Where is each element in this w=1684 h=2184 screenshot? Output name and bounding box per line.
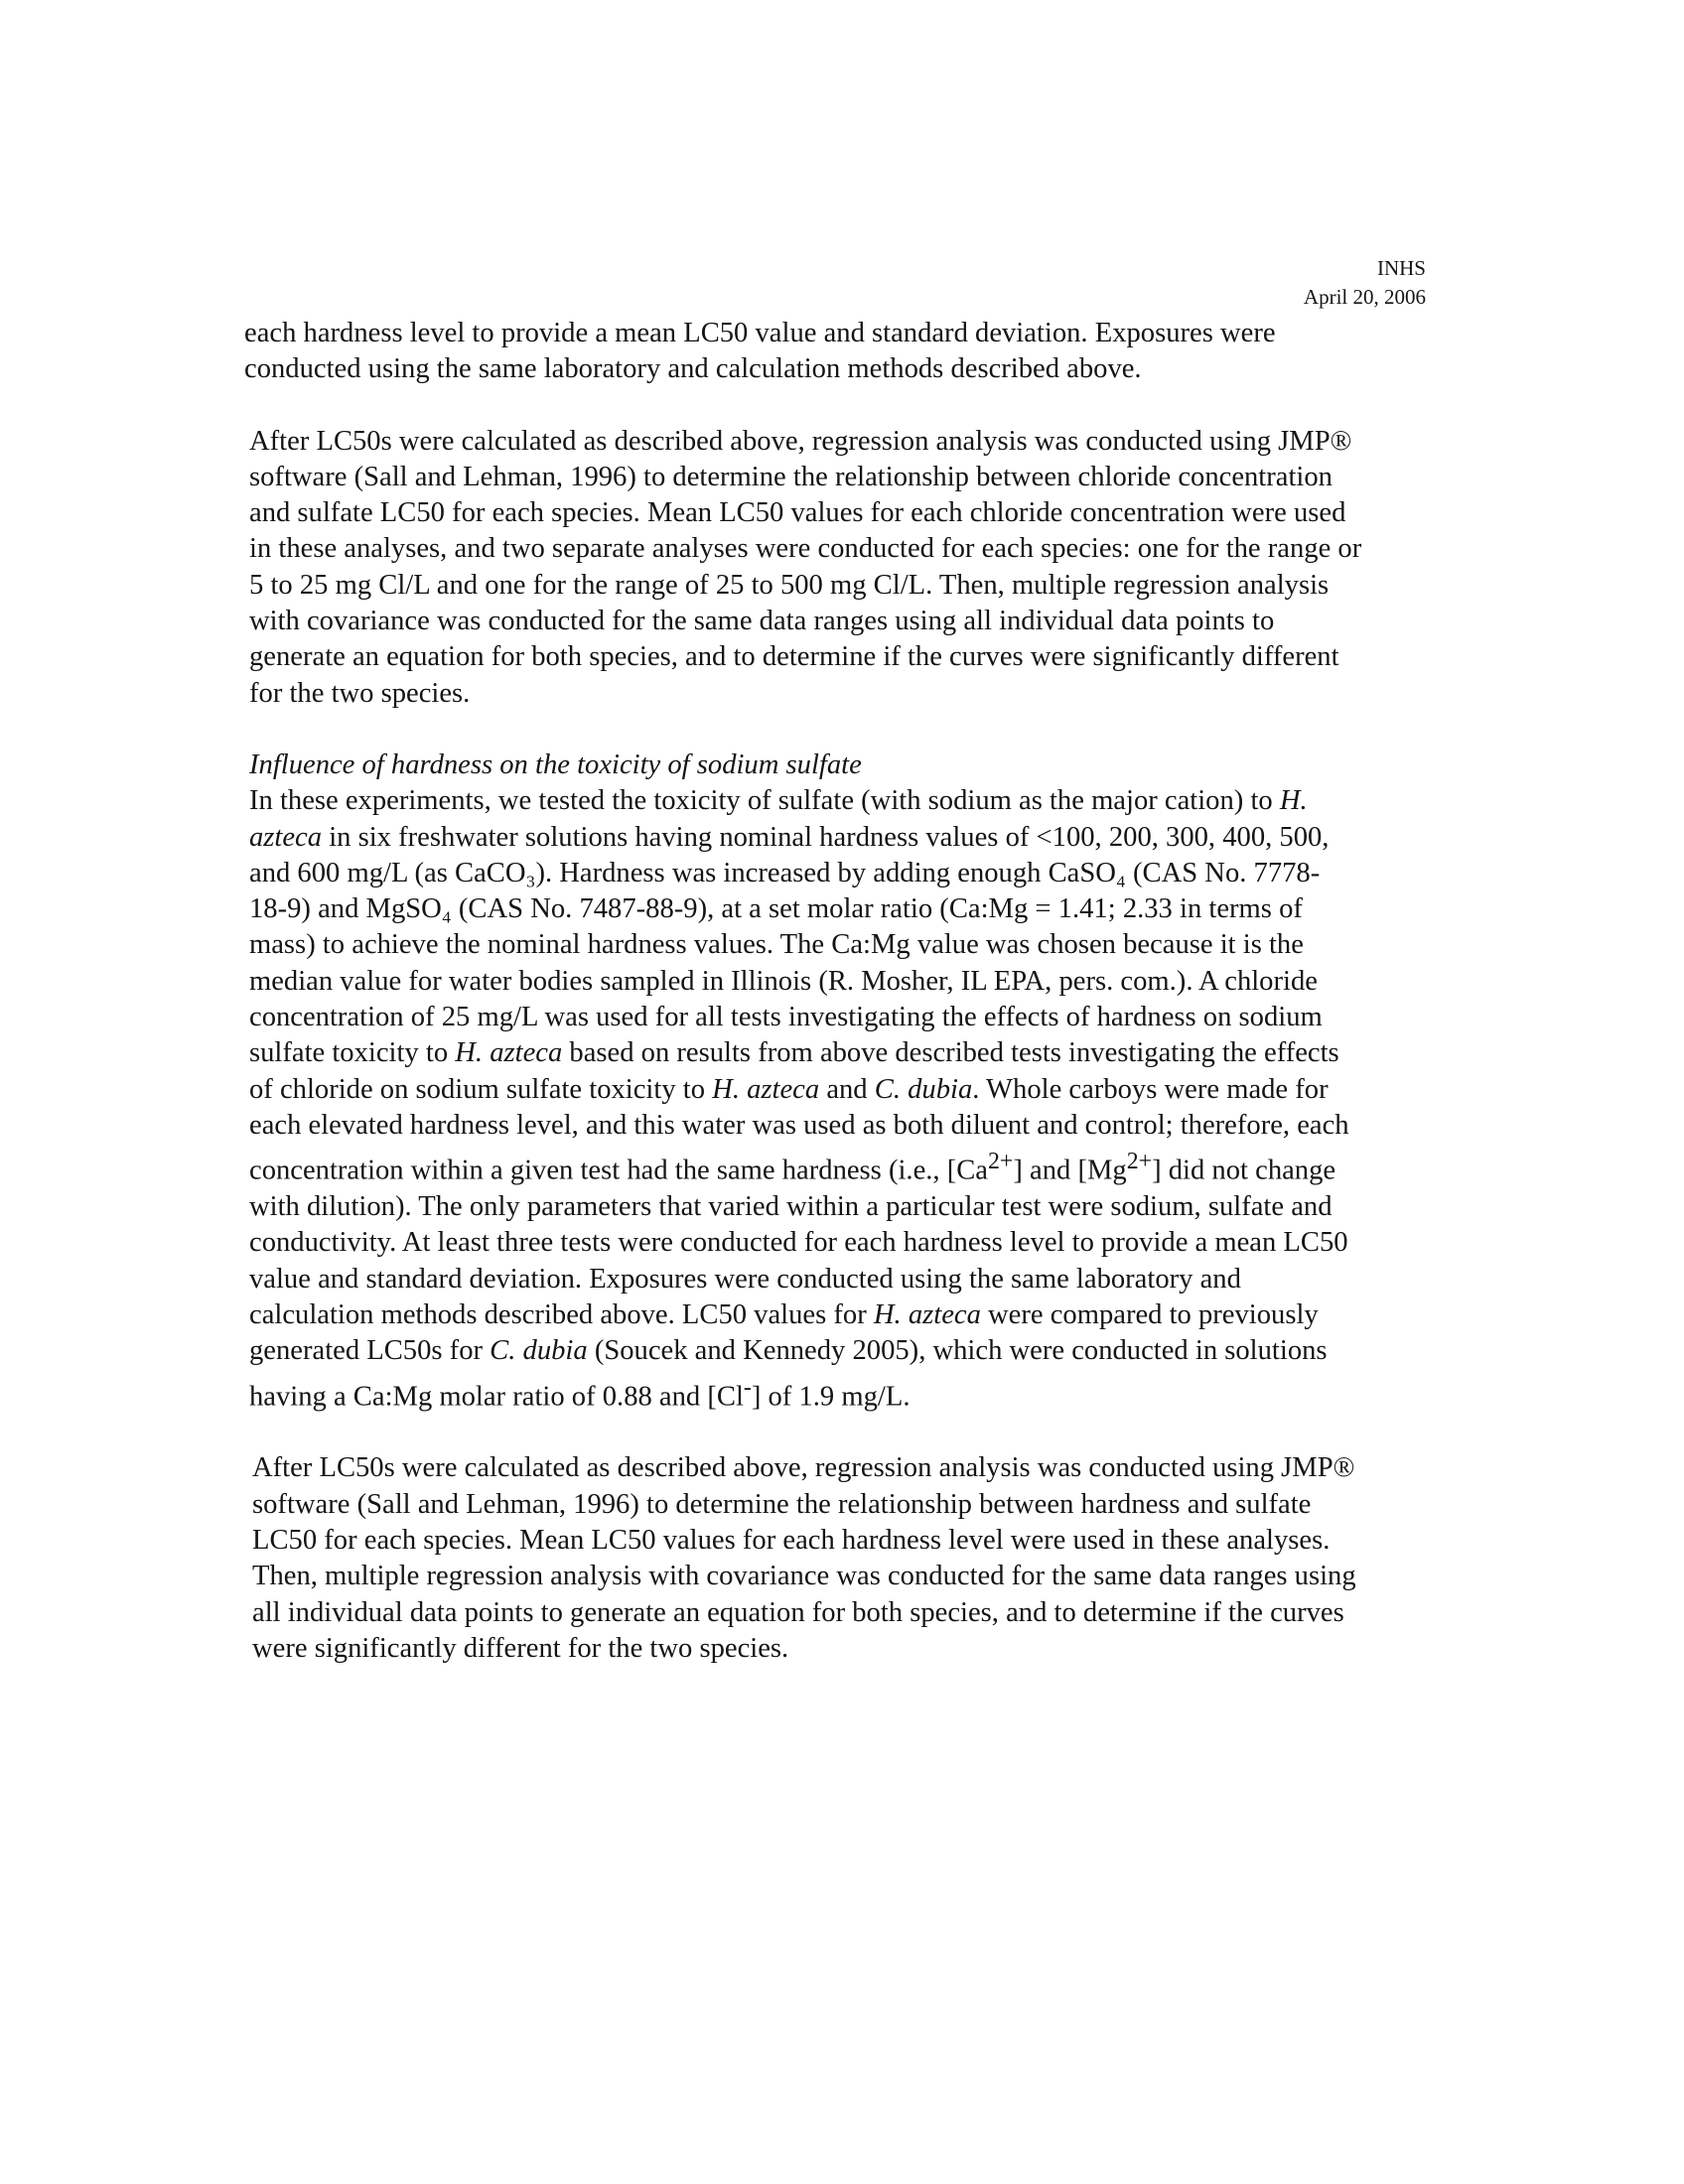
superscript: 2+ — [988, 1149, 1014, 1175]
text-line: for the two species. — [249, 677, 471, 709]
text-line: and sulfate LC50 for each species. Mean LC50 values for each chloride concentration were used — [249, 497, 1346, 529]
header-org: INHS — [1376, 256, 1426, 280]
text-line: concentration of 25 mg/L was used for all tests investigating the effects of hardness on sodium — [249, 1002, 1323, 1033]
text-line: 18-9) and MgSO₄ (CAS No. 7487-88-9), at a set molar ratio (Ca:Mg = 1.41; 2.33 in terms of — [249, 893, 1303, 925]
species-name: H. azteca — [455, 1037, 563, 1069]
text-line: each hardness level to provide a mean LC50 value and standard deviation. Exposures were — [244, 318, 1276, 348]
superscript: 2+ — [1126, 1149, 1153, 1175]
text-run: . Whole carboys were made for — [972, 1073, 1329, 1105]
page-header — [1304, 254, 1426, 312]
text-line: all individual data points to generate an equation for both species, and to determine if the curves — [252, 1596, 1344, 1628]
text-line: in these analyses, and two separate analyses were conducted for each species: one for the range or — [249, 533, 1362, 565]
text-run: In these experiments, we tested the toxicity of sulfate (with sodium as the major cation) to — [249, 785, 1280, 817]
species-name: H. azteca — [873, 1298, 981, 1330]
species-name: H. azteca — [712, 1073, 820, 1105]
text-line: Then, multiple regression analysis with covariance was conducted for the same data ranges using — [252, 1561, 1356, 1592]
text-run: (Soucek and Kennedy 2005), which were conducted in solutions — [587, 1335, 1328, 1367]
text-run: and — [819, 1073, 875, 1105]
text-line — [249, 1035, 1446, 1071]
species-name: H. — [1279, 785, 1308, 817]
text-line — [249, 1144, 1446, 1189]
text-line: were significantly different for the two species. — [252, 1632, 789, 1664]
species-name: C. dubia — [490, 1335, 588, 1367]
paragraph-gap — [244, 388, 1446, 424]
text-run: calculation methods described above. LC50 values for — [249, 1298, 874, 1330]
text-line — [249, 783, 1446, 819]
text-line: value and standard deviation. Exposures were conducted using the same laboratory and — [249, 1263, 1241, 1295]
text-line: After LC50s were calculated as described above, regression analysis was conducted using JMP® — [249, 425, 1352, 457]
text-line — [249, 1333, 1446, 1369]
text-line — [249, 820, 1446, 856]
text-line — [249, 1297, 1446, 1333]
paragraph-4 — [244, 1450, 1446, 1667]
text-line: with dilution). The only parameters that varied within a particular test were sodium, sulfate and — [249, 1191, 1333, 1223]
text-line: and 600 mg/L (as CaCO₃). Hardness was increased by adding enough CaSO₄ (CAS No. 7778- — [249, 857, 1321, 888]
text-line — [249, 1072, 1446, 1108]
paragraph-3 — [244, 748, 1446, 1415]
text-run: generated LC50s for — [249, 1335, 491, 1367]
text-line: generate an equation for both species, and to determine if the curves were significantly different — [249, 641, 1339, 673]
text-line — [249, 1370, 1446, 1416]
text-run: in six freshwater solutions having nominal hardness values of <100, 200, 300, 400, 500, — [322, 821, 1330, 853]
species-name: C. dubia — [874, 1073, 973, 1105]
paragraph-2 — [244, 424, 1446, 712]
text-line: with covariance was conducted for the same data ranges using all individual data points to — [249, 606, 1275, 637]
text-run: ] of 1.9 mg/L. — [751, 1381, 911, 1413]
text-line: LC50 for each species. Mean LC50 values for each hardness level were used in these analyses. — [252, 1524, 1331, 1556]
text-run: ] and [Mg — [1013, 1155, 1127, 1186]
text-run: ] did not change — [1152, 1155, 1336, 1186]
text-line: After LC50s were calculated as described above, regression analysis was conducted using JMP® — [252, 1452, 1355, 1484]
text-run: of chloride on sodium sulfate toxicity to — [249, 1073, 713, 1105]
text-run: based on results from above described tests investigating the effects — [562, 1037, 1339, 1069]
text-line: software (Sall and Lehman, 1996) to determine the relationship between chloride concentration — [249, 461, 1333, 492]
paragraph-1 — [244, 316, 1446, 388]
paragraph-gap — [244, 712, 1446, 748]
text-run: concentration within a given test had the same hardness (i.e., [Ca — [249, 1155, 988, 1186]
section-heading: Influence of hardness on the toxicity of sodium sulfate — [249, 749, 862, 780]
header-date: April 20, 2006 — [1303, 285, 1426, 309]
text-line: 5 to 25 mg Cl/L and one for the range of 25 to 500 mg Cl/L. Then, multiple regression analysis — [249, 569, 1330, 601]
text-line: conductivity. At least three tests were conducted for each hardness level to provide a mean LC50 — [249, 1227, 1348, 1259]
text-run: were compared to previously — [980, 1298, 1319, 1330]
text-line: each elevated hardness level, and this water was used as both diluent and control; therefore, each — [249, 1109, 1349, 1141]
paragraph-gap — [244, 1415, 1446, 1450]
species-name: azteca — [249, 821, 323, 853]
text-line: mass) to achieve the nominal hardness values. The Ca:Mg value was chosen because it is the — [249, 929, 1304, 961]
text-line: conducted using the same laboratory and calculation methods described above. — [244, 353, 1142, 385]
document-body — [244, 316, 1446, 1667]
text-line: software (Sall and Lehman, 1996) to determine the relationship between hardness and sulfate — [252, 1488, 1312, 1520]
superscript: - — [743, 1374, 752, 1401]
text-line: median value for water bodies sampled in Illinois (R. Mosher, IL EPA, pers. com.). A chloride — [249, 965, 1318, 997]
text-run: having a Ca:Mg molar ratio of 0.88 and [Cl — [249, 1381, 744, 1413]
text-run: sulfate toxicity to — [249, 1037, 456, 1069]
